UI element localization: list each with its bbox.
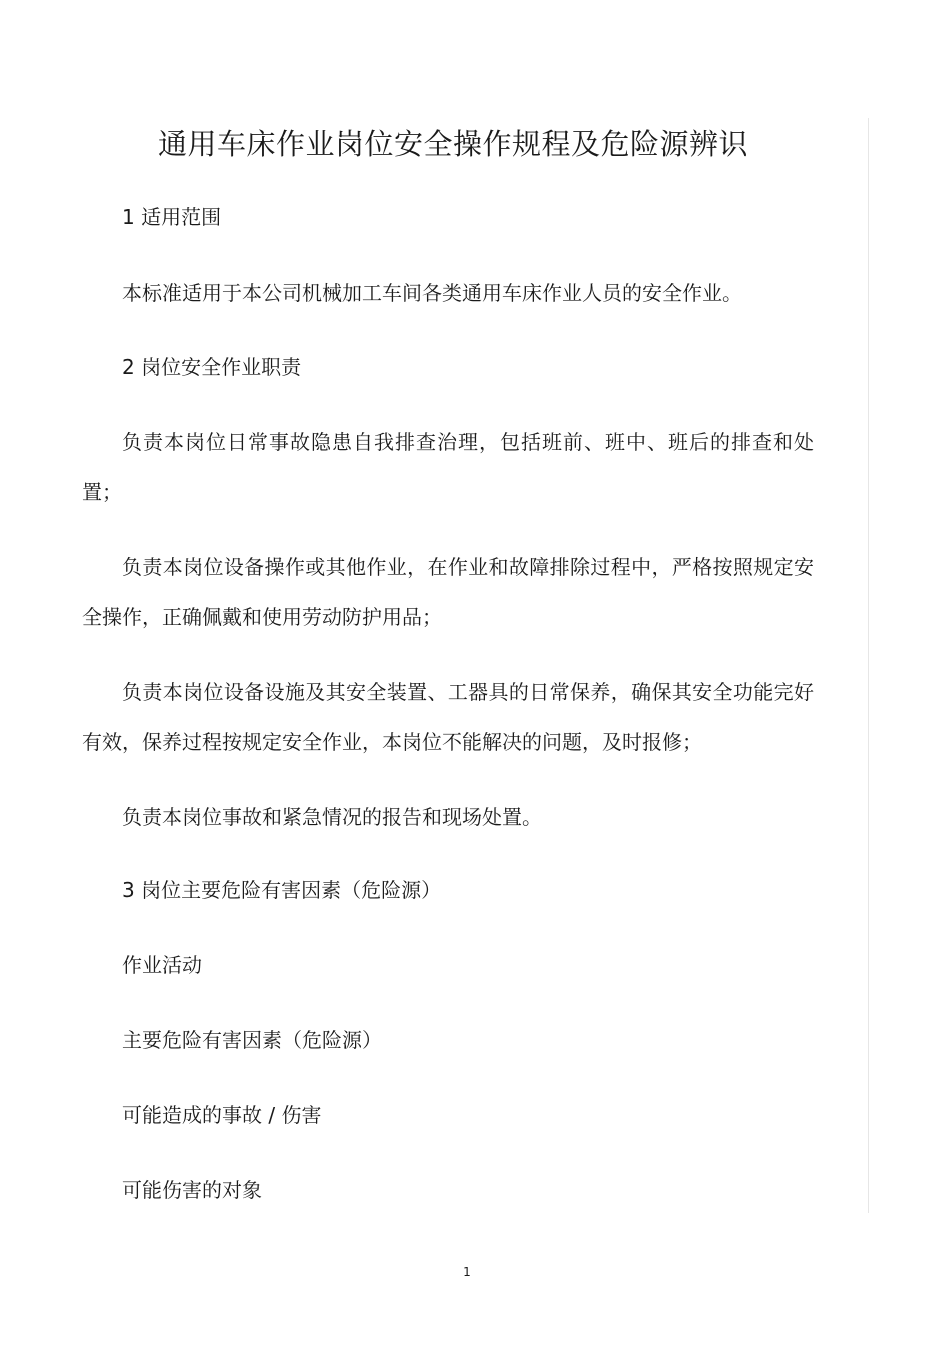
duty-paragraph-3: 负责本岗位设备设施及其安全装置、工器具的日常保养，确保其安全功能完好有效，保养过程按规定安全作业，本岗位不能解决的问题，及时报修； (82, 680, 814, 754)
section-1-heading: 1 适用范围 (122, 205, 222, 229)
section-1-body: 本标准适用于本公司机械加工车间各类通用车床作业人员的安全作业。 (122, 281, 742, 305)
section-3-heading: 3 岗位主要危险有害因素（危险源） (122, 878, 442, 902)
duty-paragraph-2: 负责本岗位设备操作或其他作业，在作业和故障排除过程中，严格按照规定安全操作，正确佩戴和使用劳动防护用品； (82, 555, 814, 629)
duty-paragraph-4: 负责本岗位事故和紧急情况的报告和现场处置。 (122, 805, 542, 829)
duty-paragraph-1: 负责本岗位日常事故隐患自我排查治理，包括班前、班中、班后的排查和处置； (82, 430, 814, 504)
hazard-column-affected-object: 可能伤害的对象 (122, 1178, 262, 1202)
hazard-column-activity: 作业活动 (122, 953, 202, 977)
page-edge-rule (868, 118, 869, 1213)
document-title: 通用车床作业岗位安全操作规程及危险源辨识 (157, 127, 748, 161)
page-number: 1 (463, 1265, 471, 1279)
section-2-heading: 2 岗位安全作业职责 (122, 355, 302, 379)
hazard-column-hazard-source: 主要危险有害因素（危险源） (122, 1028, 382, 1052)
hazard-column-possible-accident: 可能造成的事故 / 伤害 (122, 1103, 322, 1127)
